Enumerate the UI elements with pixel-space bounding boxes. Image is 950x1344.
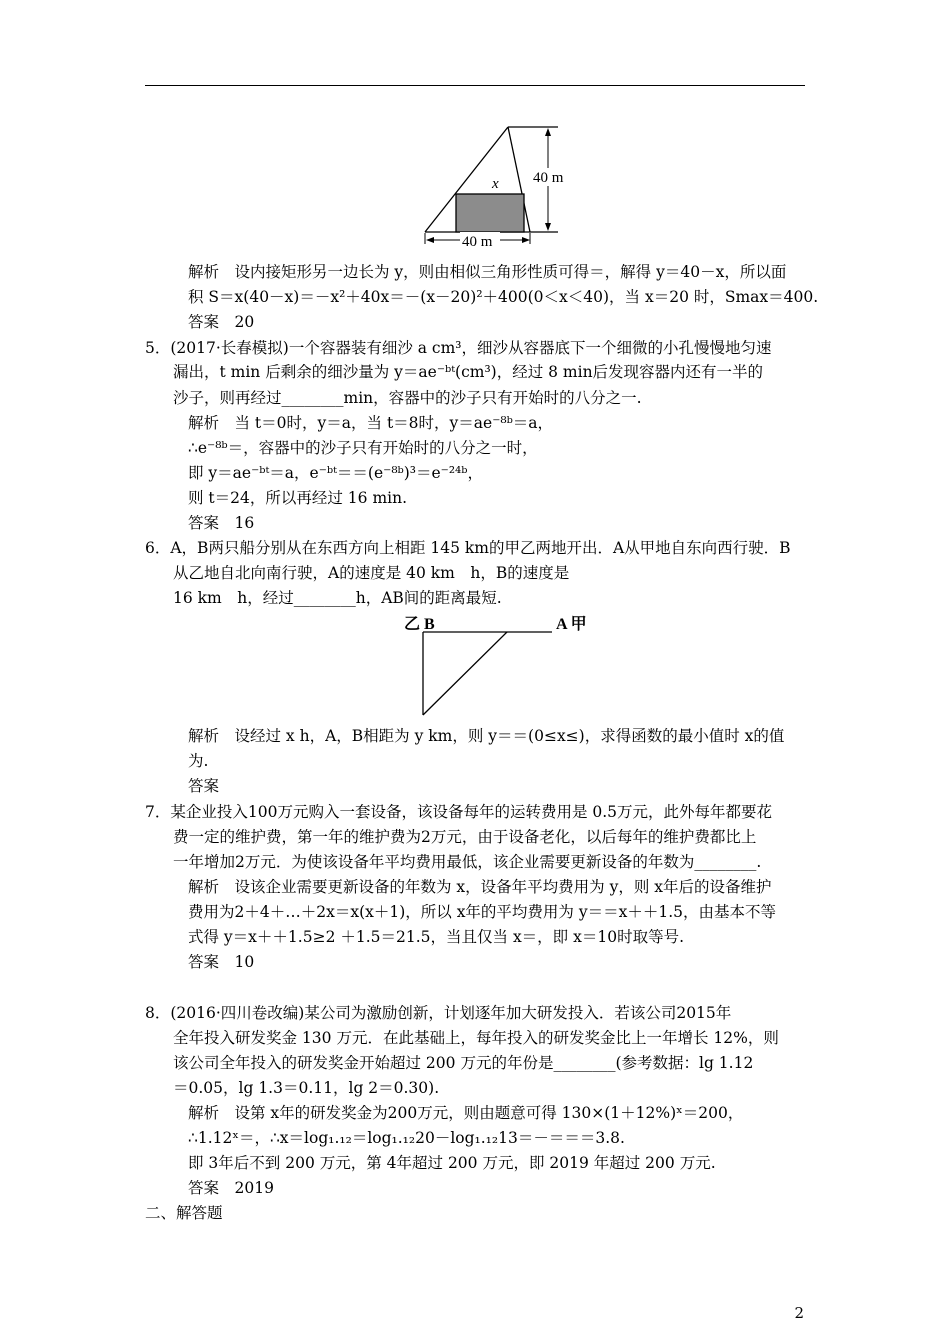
text-line: 全年投入研发奖金 130 万元．在此基础上，每年投入的研发奖金比上一年增长 12%，则 [173,1029,779,1047]
text-line: 为. [188,752,209,770]
text-line: 费用为2＋4＋…＋2x＝x(x＋1)，所以 x年的平均费用为 y＝＝x＋＋1.5，由基本不等 [188,903,777,921]
text-line: 答案 2019 [188,1179,274,1197]
section-heading: 二、解答题 [145,1204,223,1222]
text-line: 答案 16 [188,514,255,532]
text-line: 一年增加2万元．为使该设备年平均费用最低，该企业需要更新设备的年数为________. [173,853,762,871]
text-line: 7．某企业投入100万元购入一套设备，该设备每年的运转费用是 0.5万元，此外每年都要花 [145,803,773,821]
text-line: 解析 设该企业需要更新设备的年数为 x，设备年平均费用为 y，则 x年后的设备维护 [188,878,772,896]
text-line: 解析 设第 x年的研发奖金为200万元，则由题意可得 130×(1＋12%)ˣ＝200， [188,1104,744,1122]
text-line: 即 3年后不到 200 万元，第 4年超过 200 万元，即 2019 年超过 200 万元. [188,1154,716,1172]
text-line: 该公司全年投入的研发奖金开始超过 200 万元的年份是________(参考数据：lg 1.12 [173,1054,754,1072]
text-line: 解析 当 t＝0时，y＝a，当 t＝8时，y＝ae⁻⁸ᵇ＝a， [188,414,554,432]
text-line: 积 S＝x(40－x)＝－x²＋40x＝－(x－20)²＋400(0＜x＜40)，当 x＝20 时，Smax＝400. [188,288,819,306]
text-line: 答案 [188,777,220,795]
text-line: 费一定的维护费，第一年的维护费为2万元，由于设备老化，以后每年的维护费都比上 [173,828,757,846]
text-line: 解析 设内接矩形另一边长为 y，则由相似三角形性质可得＝，解得 y＝40－x，所以面 [188,263,787,281]
text-line: 漏出，t min 后剩余的细沙量为 y＝ae⁻ᵇᵗ(cm³)，经过 8 min后发现容器内还有一半的 [173,363,764,381]
text-line: 答案 20 [188,313,255,331]
text-line: 解析 设经过 x h，A，B相距为 y km，则 y＝＝(0≤x≤)，求得函数的最小值时 x的值 [188,727,785,745]
text-line: 16 km h，经过________h，AB间的距离最短. [173,589,502,607]
text-line: 沙子，则再经过________min，容器中的沙子只有开始时的八分之一. [173,389,642,407]
label-bottom-40m: 40 m [462,234,493,250]
text-line: 答案 10 [188,953,255,971]
text-line: ＝0.05，lg 1.3＝0.11，lg 2＝0.30). [173,1079,440,1097]
triangle-rectangle-figure [420,120,580,255]
label-yi-b: 乙 B [404,616,435,633]
text-line: 式得 y＝x＋＋1.5≥2 ＋1.5＝21.5，当且仅当 x＝，即 x＝10时取等号. [188,928,685,946]
text-line: 6．A，B两只船分别从在东西方向上相距 145 km的甲乙两地开出．A从甲地自东向西行驶．B [145,539,791,557]
text-line: 8．(2016·四川卷改编)某公司为激励创新，计划逐年加大研发投入．若该公司2015年 [145,1004,732,1022]
label-right-40m: 40 m [533,170,564,186]
page-number: 2 [794,1304,804,1322]
header-rule [145,85,805,86]
label-x: x [492,176,499,192]
ships-figure [400,610,600,720]
text-line: 5．(2017·长春模拟)一个容器装有细沙 a cm³，细沙从容器底下一个细微的小孔慢慢地匀速 [145,339,772,357]
text-line: 即 y＝ae⁻ᵇᵗ＝a，e⁻ᵇᵗ＝＝(e⁻⁸ᵇ)³＝e⁻²⁴ᵇ， [188,464,483,482]
text-line: ∴1.12ˣ＝，∴x＝log₁.₁₂＝log₁.₁₂20－log₁.₁₂13＝－＝＝＝3.8. [188,1129,625,1147]
text-line: ∴e⁻⁸ᵇ＝，容器中的沙子只有开始时的八分之一时， [188,439,538,457]
text-line: 则 t＝24，所以再经过 16 min. [188,489,408,507]
text-line: 从乙地自北向南行驶，A的速度是 40 km h，B的速度是 [173,564,570,582]
inscribed-rectangle [456,194,524,232]
label-a-jia: A 甲 [556,616,587,633]
